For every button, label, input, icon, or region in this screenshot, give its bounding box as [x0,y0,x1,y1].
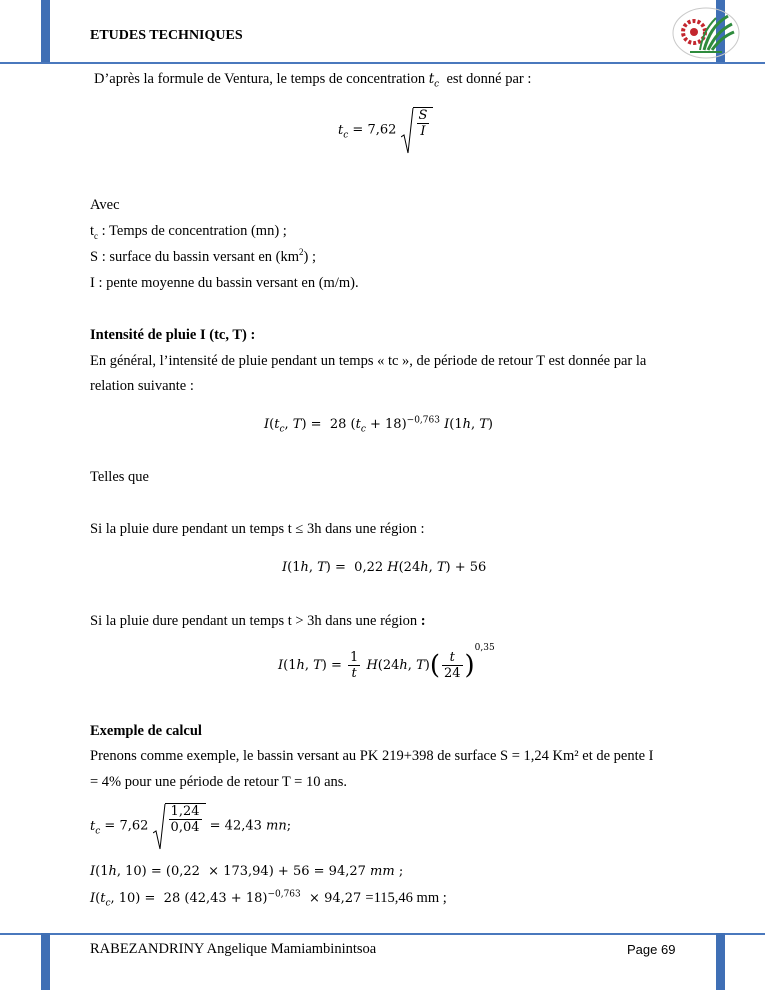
calc-i-tc: $I(t_c$, 10) = 28 $(42,43 + 18)^{-0,763} \times 94,27 =115,46$ mm ; [90,889,447,909]
header-rule [0,62,765,64]
definition-tc: $t_c$ : Temps de concentration (mn) ; [90,223,287,241]
telles-que: Telles que [90,469,149,485]
intro-text: D’après la formule de Ventura, le temps de concentration [94,71,426,87]
footer-left-bar [41,933,50,990]
formula-short-duration: I(1h, T) = 0,22 H(24h, T) + 56 [282,560,487,575]
calc-i-1h: I(1h, 10) = (0,22 × 173,94) + 56 = 94,27 mm ; [90,864,404,879]
definition-i: I : pente moyenne du bassin versant en (m/m). [90,275,359,291]
intro-line: D’après la formule de Ventura, le temps de concentration $t_c$ est donné par : [94,71,532,90]
calc-tc: $t_c = 7,62$ $\frac{1,24}{0,04}$ = 42,43 mn; [90,803,291,849]
intensity-paragraph-1: En général, l’intensité de pluie pendant un temps « tc », de période de retour T est donnée par la [90,353,647,369]
header-left-bar [41,0,50,62]
formula-intensity: $I(t_c$, T) = 28 $(t_c + 18)^{-0,763}$ I(1h, T) [264,415,493,435]
definition-s: S : surface du bassin versant en $(km^2)$ ; [90,247,316,265]
case-short-duration: Si la pluie dure pendant un temps t ≤ 3h dans une région : [90,521,425,537]
example-line-2: = 4% pour une période de retour T = 10 ans. [90,774,348,790]
heading-example: Exemple de calcul [90,723,202,739]
footer-page-number: Page 69 [627,942,676,957]
intensity-paragraph-2: relation suivante : [90,378,194,394]
heading-intensity: Intensité de pluie I (tc, T) : [90,327,256,343]
formula-ventura: $t_c = 7,62$ $\frac{S}{I}$ [338,107,433,153]
example-line-1: Prenons comme exemple, le bassin versant au PK 219+398 de surface S = 1,24 Km² et de pente I [90,748,654,764]
case-long-duration: Si la pluie dure pendant un temps t > 3h dans une région : [90,613,426,629]
footer-right-bar [716,933,725,990]
page-header-title: ETUDES TECHNIQUES [90,28,243,43]
avec-label: Avec [90,197,120,213]
footer-rule [0,933,765,935]
institution-logo [670,6,742,60]
intro-end: est donné par : [446,71,532,87]
formula-long-duration: I(1h, T) = $\frac{1}{t}$ H(24h, T)( $\frac{t}{24}$ )$^{0,35}$ [278,642,495,681]
footer-author: RABEZANDRINY Angelique Mamiambinintsoa [90,941,377,957]
